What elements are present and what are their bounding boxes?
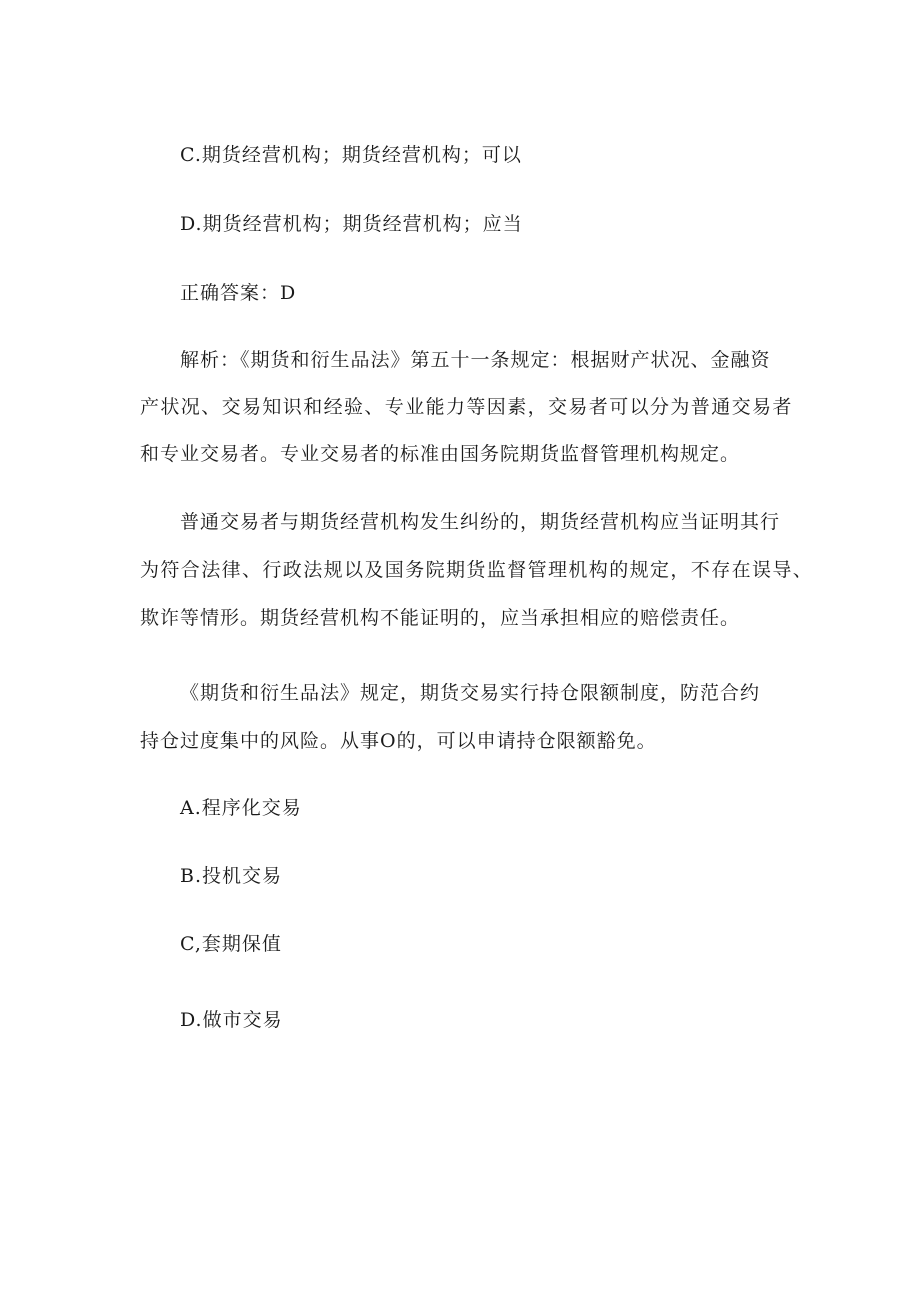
analysis-line-1: 解析：《期货和衍生品法》第五十一条规定：根据财产状况、金融资 [180,349,771,371]
option-c-previous: C.期货经营机构；期货经营机构；可以 [180,144,522,166]
option-c: C,套期保值 [180,933,282,955]
analysis-line-3: 和专业交易者。专业交易者的标准由国务院期货监督管理机构规定。 [140,443,741,465]
option-b: B.投机交易 [180,865,283,887]
paragraph2-line-1: 普通交易者与期货经营机构发生纠纷的，期货经营机构应当证明其行 [180,511,781,533]
option-d-previous: D.期货经营机构；期货经营机构；应当 [180,213,523,235]
option-d: D.做市交易 [180,1009,283,1031]
correct-answer: 正确答案：D [180,282,297,304]
question-line-1: 《期货和衍生品法》规定，期货交易实行持仓限额制度，防范合约 [180,682,761,704]
paragraph2-line-2: 为符合法律、行政法规以及国务院期货监督管理机构的规定，不存在误导、 [140,559,814,581]
analysis-line-2: 产状况、交易知识和经验、专业能力等因素，交易者可以分为普通交易者 [140,396,793,418]
paragraph2-line-3: 欺诈等情形。期货经营机构不能证明的，应当承担相应的赔偿责任。 [140,607,741,629]
option-a: A.程序化交易 [180,797,302,819]
question-line-2: 持仓过度集中的风险。从事O的，可以申请持仓限额豁免。 [140,730,657,752]
